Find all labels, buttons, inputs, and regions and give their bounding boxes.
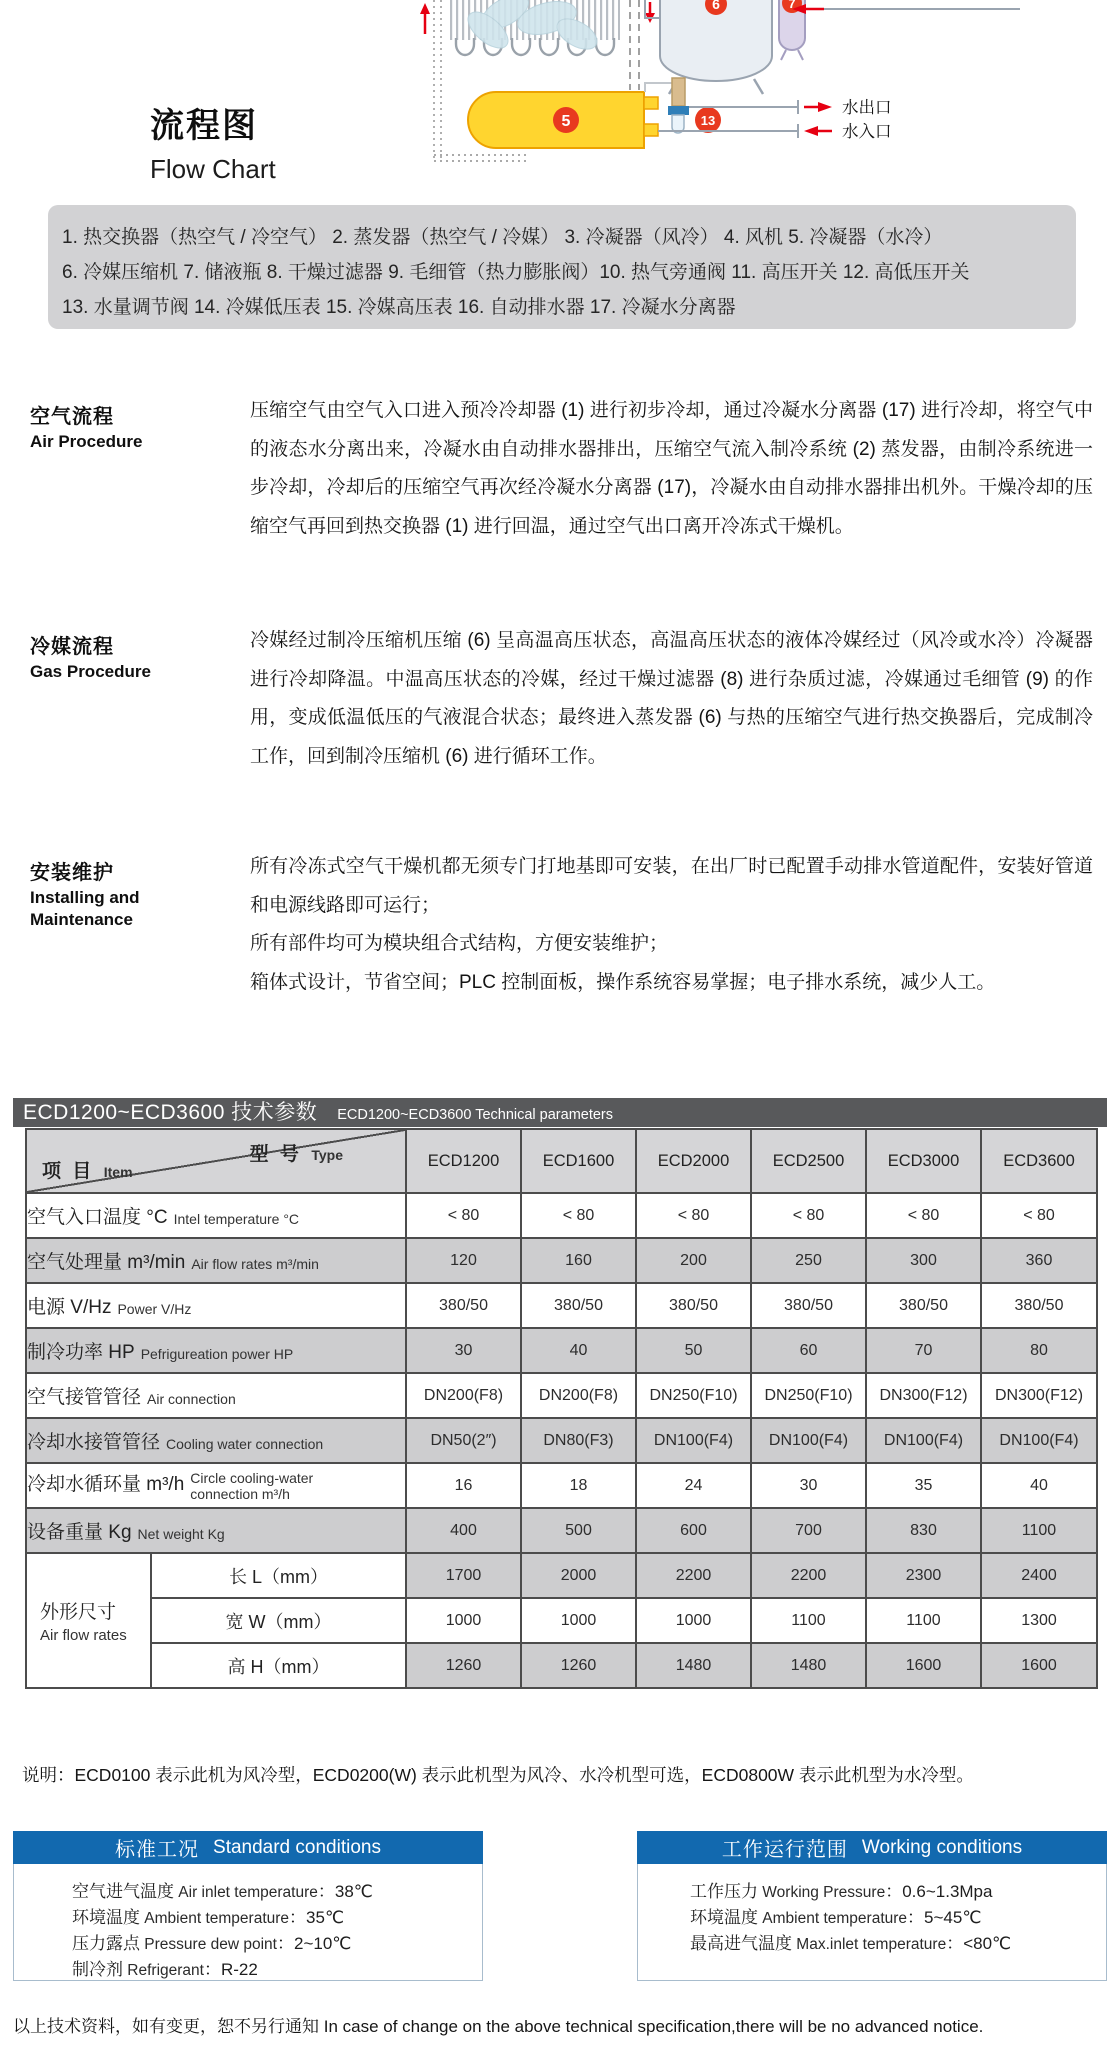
type-header <box>250 1139 343 1166</box>
param-value: DN250(F10) <box>636 1373 751 1418</box>
item-label-en: Item <box>103 1164 133 1180</box>
condition-label-en: Air inlet temperature <box>174 1884 318 1901</box>
model-header: ECD1200 <box>406 1129 521 1193</box>
gas-procedure-heading <box>30 630 242 683</box>
dimension-value: 1480 <box>751 1643 866 1688</box>
param-row <box>26 1328 1097 1373</box>
gas-procedure-paragraph: 冷媒经过制冷压缩机压缩 (6) 呈高温高压状态，高温高压状态的液体冷媒经过（风冷或水冷）冷凝器进行冷却降温。中温高压状态的冷媒，经过干燥过滤器 (8) 进行杂质过滤，冷媒通过毛细管 (9) 的作用，变成低温低压的气液混合状态；最终进入蒸发器 (6) 与热的压缩空气进行热交换器后，完成制冷工作，回到制冷压缩机 (6) 进行循环工作。 <box>250 630 1093 767</box>
install-paragraph-3: 箱体式设计，节省空间；PLC 控制面板，操作系统容易掌握；电子排水系统，减少人工。 <box>250 971 996 993</box>
param-value: DN100(F4) <box>981 1418 1097 1463</box>
model-header: ECD1600 <box>521 1129 636 1193</box>
param-label-en: Pefrigureation power HP <box>140 1345 294 1362</box>
param-value: 30 <box>751 1463 866 1508</box>
condition-line <box>72 1931 482 1957</box>
condition-value: 35℃ <box>306 1908 345 1927</box>
param-value: 160 <box>521 1238 636 1283</box>
flow-chart-title-cn: 流程图 <box>150 107 258 145</box>
param-value: DN100(F4) <box>866 1418 981 1463</box>
type-label-en: Type <box>311 1147 343 1163</box>
table-title-bar <box>13 1098 1107 1127</box>
param-value: < 80 <box>981 1193 1097 1238</box>
dimension-sub-label: 长 L（mm） <box>151 1553 406 1598</box>
flow-chart-title-en: Flow Chart <box>150 154 276 184</box>
param-label-en: Circle cooling-water connection m³/h <box>190 1469 314 1502</box>
param-value: 40 <box>981 1463 1097 1508</box>
air-procedure-title-en: Air Procedure <box>30 432 143 451</box>
working-conditions-title-en: Working conditions <box>861 1836 1023 1858</box>
corner-header-cell <box>26 1129 406 1193</box>
condition-label-en: Pressure dew point <box>140 1936 277 1953</box>
param-label-cn: 制冷功率 HP <box>27 1342 135 1363</box>
standard-conditions-title-cn: 标准工况 <box>115 1839 200 1861</box>
param-value: < 80 <box>636 1193 751 1238</box>
param-value: 60 <box>751 1328 866 1373</box>
dimensions-label-en: Air flow rates <box>40 1627 127 1644</box>
air-up-arrow <box>420 3 430 34</box>
install-paragraph-2: 所有部件均可为模块组合式结构，方便安装维护； <box>250 933 669 954</box>
table-header-row <box>26 1129 1097 1193</box>
condition-colon: ： <box>277 1934 294 1953</box>
condition-line <box>72 1905 482 1931</box>
condition-label-cn: 压力露点 <box>72 1934 140 1953</box>
condition-value: 0.6~1.3Mpa <box>902 1882 993 1901</box>
param-value: < 80 <box>751 1193 866 1238</box>
condition-value: 5~45℃ <box>924 1908 982 1927</box>
param-row <box>26 1373 1097 1418</box>
badge-13: 13 <box>700 113 716 128</box>
param-row <box>26 1193 1097 1238</box>
install-paragraph-1: 所有冷冻式空气干燥机都无须专门打地基即可安装，在出厂时已配置手动排水管道配件，安装好管道和电源线路即可运行； <box>250 856 1093 916</box>
gas-procedure-text <box>250 622 1093 776</box>
dimension-value: 2200 <box>751 1553 866 1598</box>
param-value: DN300(F12) <box>866 1373 981 1418</box>
condition-label-en: Ambient temperature <box>758 1910 908 1927</box>
condition-label-cn: 制冷剂 <box>72 1960 123 1979</box>
model-header: ECD3600 <box>981 1129 1097 1193</box>
param-value: 250 <box>751 1238 866 1283</box>
param-value: 830 <box>866 1508 981 1553</box>
param-label <box>26 1463 406 1508</box>
condition-label-cn: 环境温度 <box>690 1908 758 1927</box>
standard-conditions-box <box>13 1831 483 1981</box>
param-row <box>26 1238 1097 1283</box>
condition-value: 38℃ <box>334 1882 373 1901</box>
standard-conditions-title-en: Standard conditions <box>213 1836 381 1858</box>
dimension-value: 1260 <box>406 1643 521 1688</box>
param-value: DN100(F4) <box>636 1418 751 1463</box>
condition-label-cn: 工作压力 <box>690 1882 758 1901</box>
param-row <box>26 1463 1097 1508</box>
flow-chart-title <box>150 98 276 185</box>
dimension-row <box>26 1553 1097 1598</box>
legend-line-1: 1. 热交换器（热空气 / 冷空气） 2. 蒸发器（热空气 / 冷媒） 3. 冷凝器（风冷） 4. 风机 5. 冷凝器（水冷） <box>62 227 943 248</box>
condition-colon: ： <box>203 1960 221 1979</box>
param-value: 1100 <box>981 1508 1097 1553</box>
param-value: DN50(2″) <box>406 1418 521 1463</box>
badge-6: 6 <box>712 0 720 12</box>
param-value: 200 <box>636 1238 751 1283</box>
condition-colon: ： <box>289 1908 307 1927</box>
param-label <box>26 1283 406 1328</box>
param-value: 16 <box>406 1463 521 1508</box>
top-pipe <box>792 4 1020 14</box>
param-label <box>26 1418 406 1463</box>
param-value: 50 <box>636 1328 751 1373</box>
param-value: 600 <box>636 1508 751 1553</box>
condition-line <box>690 1905 1106 1931</box>
param-value: 24 <box>636 1463 751 1508</box>
param-value: 30 <box>406 1328 521 1373</box>
condition-value: 2~10℃ <box>294 1934 352 1953</box>
condition-line <box>690 1879 1106 1905</box>
condition-value: <80℃ <box>963 1934 1012 1953</box>
condition-colon: ： <box>907 1908 925 1927</box>
dimension-value: 1600 <box>981 1643 1097 1688</box>
legend-line-3: 13. 水量调节阀 14. 冷媒低压表 15. 冷媒高压表 16. 自动排水器 17. 冷凝水分离器 <box>62 297 736 318</box>
working-conditions-body <box>637 1864 1107 1981</box>
param-label-en: Intel temperature °C <box>173 1210 300 1227</box>
dimension-value: 1480 <box>636 1643 751 1688</box>
air-procedure-title-cn: 空气流程 <box>30 406 114 428</box>
dimension-value: 1100 <box>751 1598 866 1643</box>
condition-line <box>72 1879 482 1905</box>
param-value: 380/50 <box>751 1283 866 1328</box>
dimension-value: 1700 <box>406 1553 521 1598</box>
param-value: 35 <box>866 1463 981 1508</box>
dimension-value: 1300 <box>981 1598 1097 1643</box>
param-value: 70 <box>866 1328 981 1373</box>
install-maintenance-heading <box>30 856 242 931</box>
param-row <box>26 1508 1097 1553</box>
table-title-sub: ECD1200~ECD3600 Technical parameters <box>337 1107 614 1123</box>
param-value: 380/50 <box>406 1283 521 1328</box>
badge-5: 5 <box>561 113 571 130</box>
water-condenser-tank <box>468 92 658 148</box>
param-label-en: Cooling water connection <box>166 1435 324 1452</box>
standard-conditions-header <box>13 1831 483 1864</box>
condition-line <box>72 1957 482 1983</box>
item-header <box>42 1156 133 1183</box>
param-label-en: Power V/Hz <box>117 1300 192 1317</box>
param-value: DN200(F8) <box>406 1373 521 1418</box>
dimension-value: 1600 <box>866 1643 981 1688</box>
dimension-value: 2200 <box>636 1553 751 1598</box>
param-label <box>26 1193 406 1238</box>
param-label-cn: 空气入口温度 °C <box>27 1207 168 1228</box>
condition-label-en: Ambient temperature <box>140 1910 290 1927</box>
param-row <box>26 1283 1097 1328</box>
param-label <box>26 1508 406 1553</box>
model-header: ECD3000 <box>866 1129 981 1193</box>
model-header: ECD2500 <box>751 1129 866 1193</box>
param-value: DN100(F4) <box>751 1418 866 1463</box>
condition-label-en: Refrigerant <box>123 1962 204 1979</box>
param-value: DN80(F3) <box>521 1418 636 1463</box>
type-label-cn: 型 号 <box>249 1144 302 1165</box>
param-value: < 80 <box>521 1193 636 1238</box>
condition-colon: ： <box>946 1934 964 1953</box>
condition-label-en: Working Pressure <box>758 1884 886 1901</box>
param-label-en: Air flow rates m³/min <box>191 1255 319 1272</box>
condition-label-en: Max.inlet temperature <box>792 1936 947 1953</box>
param-value: 400 <box>406 1508 521 1553</box>
install-maintenance-text <box>250 848 1093 1002</box>
param-value: 360 <box>981 1238 1097 1283</box>
dimension-sub-label: 高 H（mm） <box>151 1643 406 1688</box>
air-procedure-paragraph: 压缩空气由空气入口进入预冷冷却器 (1) 进行初步冷却，通过冷凝水分离器 (17) 进行冷却，将空气中的液态水分离出来，冷凝水由自动排水器排出，压缩空气流入制冷系统 (2) 蒸发器，由制冷系统进一步冷却，冷却后的压缩空气再次经冷凝水分离器 (17)，冷凝水由自动排水器排出机外。干燥冷却的压缩空气再回到热交换器 (1) 进行回温，通过空气出口离开冷冻式干燥机。 <box>250 400 1093 537</box>
dimension-row <box>26 1598 1097 1643</box>
water-inlet-label: 水入口 <box>842 123 892 141</box>
param-value: 80 <box>981 1328 1097 1373</box>
dimension-value: 2000 <box>521 1553 636 1598</box>
flow-chart-diagram <box>400 0 1120 165</box>
condition-line <box>690 1931 1106 1957</box>
dimensions-label-cn: 外形尺寸 <box>40 1602 117 1623</box>
dimension-value: 2300 <box>866 1553 981 1598</box>
dimension-sub-label: 宽 W（mm） <box>151 1598 406 1643</box>
working-conditions-box <box>637 1831 1107 1981</box>
working-conditions-title-cn: 工作运行范围 <box>721 1839 848 1861</box>
gas-procedure-title-en: Gas Procedure <box>30 662 151 681</box>
condition-label-cn: 空气进气温度 <box>72 1882 174 1901</box>
condition-label-cn: 环境温度 <box>72 1908 140 1927</box>
param-value: DN300(F12) <box>981 1373 1097 1418</box>
dimension-value: 1000 <box>521 1598 636 1643</box>
param-label-cn: 空气接管管径 <box>27 1387 142 1408</box>
water-inlet-pipe <box>658 122 892 141</box>
param-value: DN250(F10) <box>751 1373 866 1418</box>
item-label-cn: 项 目 <box>42 1161 95 1182</box>
dimension-value: 2400 <box>981 1553 1097 1598</box>
condition-label-cn: 最高进气温度 <box>690 1934 792 1953</box>
table-title-main: ECD1200~ECD3600 技术参数 <box>23 1101 318 1124</box>
dashed-flow-lines <box>630 0 655 90</box>
param-label-cn: 设备重量 Kg <box>27 1522 132 1543</box>
param-label-cn: 空气处理量 m³/min <box>27 1252 186 1273</box>
install-maintenance-title-cn: 安装维护 <box>30 862 114 884</box>
param-value: 380/50 <box>636 1283 751 1328</box>
dimension-value: 1000 <box>406 1598 521 1643</box>
working-conditions-header <box>637 1831 1107 1864</box>
param-value: 18 <box>521 1463 636 1508</box>
legend-line-2: 6. 冷媒压缩机 7. 储液瓶 8. 干燥过滤器 9. 毛细管（热力膨胀阀）10. 热气旁通阀 11. 高压开关 12. 高低压开关 <box>62 262 970 283</box>
gas-procedure-title-cn: 冷媒流程 <box>30 636 114 658</box>
param-value: 700 <box>751 1508 866 1553</box>
param-value: 500 <box>521 1508 636 1553</box>
parameters-table <box>25 1128 1098 1689</box>
compressor-vessel <box>645 0 772 94</box>
condition-colon: ： <box>317 1882 335 1901</box>
dimensions-label <box>26 1553 151 1688</box>
param-value: DN200(F8) <box>521 1373 636 1418</box>
model-header: ECD2000 <box>636 1129 751 1193</box>
param-value: 380/50 <box>521 1283 636 1328</box>
param-label-cn: 电源 V/Hz <box>27 1297 112 1318</box>
air-procedure-heading <box>30 400 242 453</box>
dimension-value: 1000 <box>636 1598 751 1643</box>
param-value: 40 <box>521 1328 636 1373</box>
disclaimer-footer: 以上技术资料，如有变更，恕不另行通知 In case of change on the above technical specification,there will be no advanced notice. <box>13 2017 984 2036</box>
badge-7: 7 <box>788 0 796 11</box>
param-value: 120 <box>406 1238 521 1283</box>
dimension-value: 1100 <box>866 1598 981 1643</box>
water-outlet-label: 水出口 <box>842 99 892 117</box>
install-maintenance-title-en: Installing and Maintenance <box>30 888 140 930</box>
param-label-en: Air connection <box>147 1390 236 1407</box>
param-label-cn: 冷却水循环量 m³/h <box>27 1474 185 1496</box>
param-row <box>26 1418 1097 1463</box>
param-label <box>26 1238 406 1283</box>
param-value: < 80 <box>866 1193 981 1238</box>
param-label-en: Net weight Kg <box>137 1525 225 1542</box>
dimension-value: 1260 <box>521 1643 636 1688</box>
model-note: 说明：ECD0100 表示此机为风冷型，ECD0200(W) 表示此机型为风冷、水冷机型可选，ECD0800W 表示此机型为水冷型。 <box>22 1765 974 1785</box>
component-legend <box>48 205 1076 329</box>
param-label <box>26 1373 406 1418</box>
dimension-row <box>26 1643 1097 1688</box>
standard-conditions-body <box>13 1864 483 1981</box>
air-procedure-text <box>250 392 1093 546</box>
param-value: 380/50 <box>866 1283 981 1328</box>
param-value: 380/50 <box>981 1283 1097 1328</box>
param-value: < 80 <box>406 1193 521 1238</box>
condition-value: R-22 <box>220 1960 258 1979</box>
param-label <box>26 1328 406 1373</box>
param-label-cn: 冷却水接管管径 <box>27 1432 161 1453</box>
param-value: 300 <box>866 1238 981 1283</box>
condition-colon: ： <box>885 1882 903 1901</box>
